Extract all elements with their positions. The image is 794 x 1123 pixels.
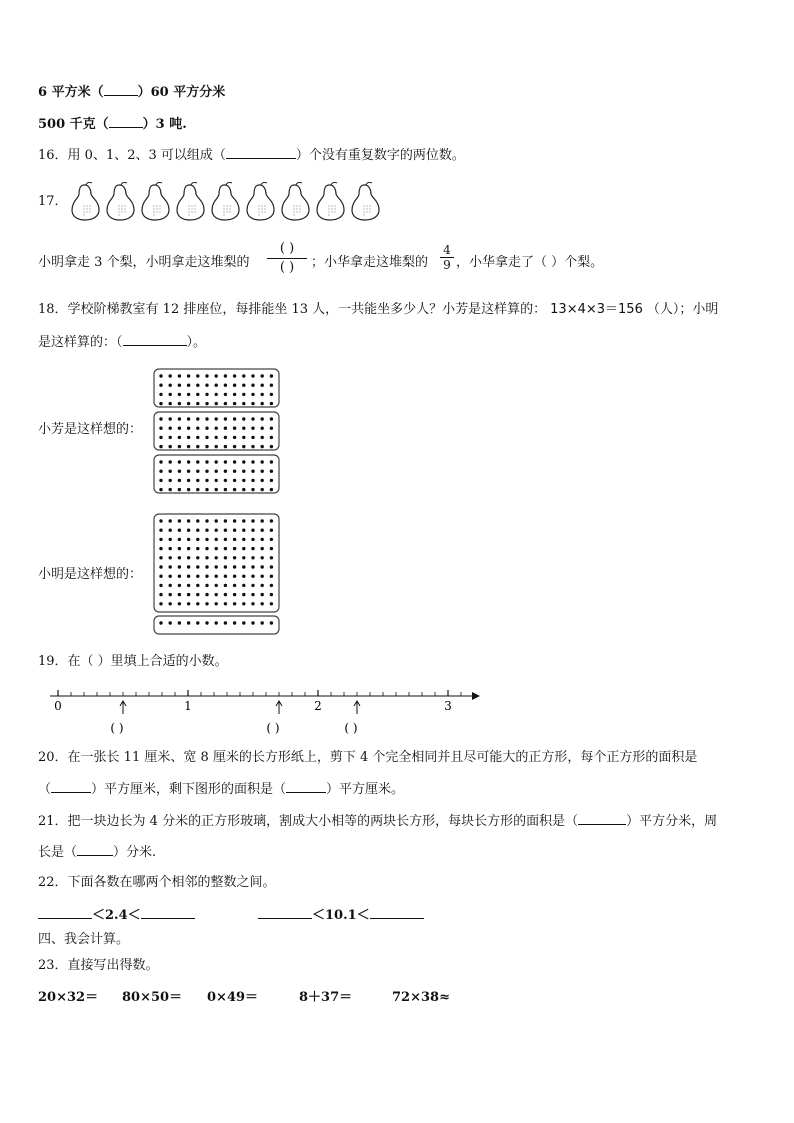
question-21-line1 (38, 812, 717, 830)
blank[interactable] (51, 780, 91, 793)
text: 是这样算的：（ (38, 335, 123, 350)
question-16 (38, 146, 465, 164)
xiaoming-dot-diagram (152, 512, 282, 638)
text: ，小华拿走了（ ）个梨。 (456, 255, 604, 270)
text: ＜2.4＜ (92, 908, 141, 923)
blank[interactable] (258, 906, 312, 919)
text: ）平方分米，周 (626, 814, 718, 829)
text: ）平方厘米。 (326, 782, 405, 797)
blank[interactable] (286, 780, 326, 793)
tick-label: 0 (54, 699, 62, 713)
pear-icon (352, 182, 379, 220)
text: 6 平方米（ (38, 85, 104, 100)
pear-icon (212, 182, 239, 220)
answer-blank[interactable]: ( ) (110, 721, 124, 735)
text: ）60 平方分米 (137, 85, 226, 100)
pear-icon (72, 182, 99, 220)
pear-icon (282, 182, 309, 220)
line-2 (38, 115, 187, 133)
dot-panel (154, 369, 279, 407)
q22-range-2 (258, 906, 424, 924)
fraction-4-9 (440, 243, 454, 272)
blank[interactable] (104, 83, 138, 96)
pear-icon (247, 182, 274, 220)
fraction-blank[interactable] (265, 241, 309, 276)
expression: 13×4×3＝156 (550, 302, 643, 317)
tick-label: 2 (314, 699, 322, 713)
text: 21．把一块边长为 4 分米的正方形玻璃，割成大小相等的两块长方形，每块长方形的面积是（ (38, 814, 579, 829)
blank[interactable] (77, 843, 113, 856)
xiaofang-dot-diagram (152, 368, 282, 496)
tick-label: 1 (184, 699, 192, 713)
blank[interactable] (123, 333, 187, 346)
line-1 (38, 83, 225, 101)
calc-item: 20×32＝ (38, 990, 99, 1005)
q22-range-1 (38, 906, 195, 924)
text: ）个没有重复数字的两位数。 (295, 148, 465, 163)
question-18-line2 (38, 333, 206, 351)
fraction-denominator: ( ) (279, 260, 295, 275)
text: ＜10.1＜ (312, 908, 370, 923)
question-19: 19．在（ ）里填上合适的小数。 (38, 654, 228, 669)
blank[interactable] (578, 812, 626, 825)
text: 16．用 0、1、2、3 可以组成（ (38, 148, 226, 163)
question-20-line1: 20．在一张长 11 厘米、宽 8 厘米的长方形纸上，剪下 4 个完全相同并且尽可能大的正方形，每个正方形的面积是 (38, 750, 698, 765)
text: ）3 吨. (142, 117, 187, 132)
text: ）平方厘米，剩下图形的面积是（ (91, 782, 287, 797)
question-20-line2 (38, 780, 404, 798)
text: （ (38, 782, 52, 797)
dot-panel (154, 412, 279, 450)
pear-icon (177, 182, 204, 220)
question-23: 23．直接写出得数。 (38, 958, 159, 973)
number-line (40, 682, 485, 738)
fraction-denominator: 9 (443, 258, 451, 272)
calc-item: 0×49＝ (207, 990, 259, 1005)
blank[interactable] (370, 906, 424, 919)
answer-blank[interactable]: ( ) (344, 721, 358, 735)
text: 500 千克（ (38, 117, 109, 132)
answer-blank[interactable]: ( ) (266, 721, 280, 735)
question-18-line1 (38, 302, 718, 318)
dot-panel (154, 455, 279, 493)
fraction-numerator: ( ) (279, 241, 295, 256)
text: ）。 (186, 335, 207, 350)
pear-icon (317, 182, 344, 220)
fraction-numerator: 4 (443, 243, 451, 257)
blank[interactable] (38, 906, 92, 919)
arrow-head (472, 692, 480, 700)
dot-panel (154, 616, 279, 634)
pear-icon (107, 182, 134, 220)
blank[interactable] (226, 146, 296, 159)
question-17-line (38, 255, 250, 271)
text: ；小华拿走这堆梨的 (311, 255, 429, 270)
pear-icon (142, 182, 169, 220)
calc-item: 72×38≈ (392, 990, 450, 1005)
text: 长是（ (38, 845, 78, 860)
text: ）分米. (113, 845, 157, 860)
calc-item: 8＋37＝ (299, 990, 353, 1005)
pears-illustration (68, 182, 388, 222)
xiaofang-label: 小芳是这样想的： (38, 422, 143, 437)
text: 小明拿走 3 个梨，小明拿走这堆梨的 (38, 255, 250, 270)
question-22: 22．下面各数在哪两个相邻的整数之间。 (38, 875, 276, 890)
fraction-bar (267, 258, 307, 259)
xiaoming-label: 小明是这样想的： (38, 567, 143, 582)
dot-panel (154, 514, 279, 612)
blank[interactable] (141, 906, 195, 919)
question-17-number: 17． (38, 194, 68, 209)
calc-item: 80×50＝ (122, 990, 183, 1005)
question-21-line2 (38, 843, 156, 861)
section-4-title: 四、我会计算。 (38, 932, 130, 947)
tick-label: 3 (444, 699, 452, 713)
text: 18．学校阶梯教室有 12 排座位，每排能坐 13 人，一共能坐多少人？小芳是这样算的： (38, 302, 547, 317)
text: （人）；小明 (646, 302, 719, 317)
blank[interactable] (109, 115, 143, 128)
